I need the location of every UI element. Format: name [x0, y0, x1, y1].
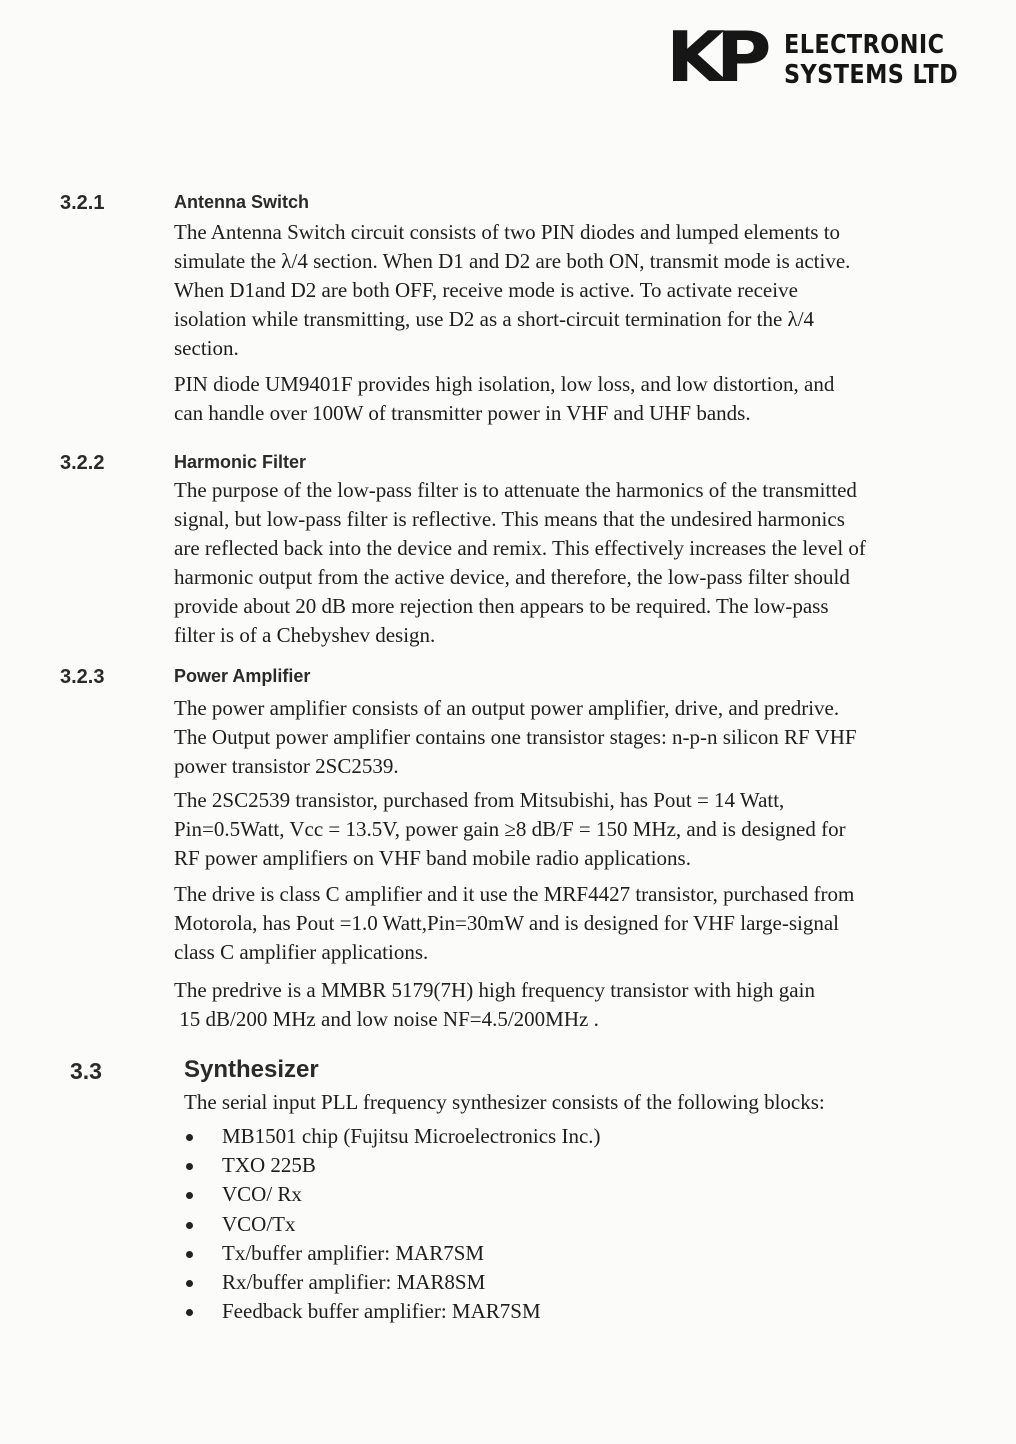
text-line: can handle over 100W of transmitter power in VHF and UHF bands. [174, 401, 751, 425]
bullet-icon [186, 1134, 193, 1141]
bullet-icon [186, 1309, 193, 1316]
logo-letters: KP [666, 15, 763, 98]
list-item-text: VCO/Tx [222, 1211, 296, 1236]
text-line: The serial input PLL frequency synthesizer consists of the following blocks: [184, 1090, 825, 1114]
text-line: simulate the λ/4 section. When D1 and D2 are both ON, transmit mode is active. [174, 249, 851, 273]
paragraph [174, 786, 954, 873]
text-line: section. [174, 336, 239, 360]
bullet-icon [186, 1251, 193, 1258]
text-line: signal, but low-pass filter is reflective. This means that the undesired harmonics [174, 507, 845, 531]
text-line: class C amplifier applications. [174, 940, 429, 964]
section-title: Power Amplifier [174, 666, 311, 686]
list-item-text: VCO/ Rx [222, 1182, 302, 1207]
logo-company-name [784, 30, 958, 90]
section-number: 3.2.2 [60, 452, 105, 474]
text-line: PIN diode UM9401F provides high isolation, low loss, and low distortion, and [174, 372, 835, 396]
company-logo [666, 15, 966, 98]
text-line: The 2SC2539 transistor, purchased from Mitsubishi, has Pout = 14 Watt, [174, 788, 785, 812]
text-line: RF power amplifiers on VHF band mobile radio applications. [174, 846, 691, 870]
list-item [184, 1210, 601, 1239]
text-line: The Antenna Switch circuit consists of two PIN diodes and lumped elements to [174, 220, 841, 244]
section-number: 3.2.3 [60, 666, 105, 688]
section-title: Synthesizer [184, 1056, 319, 1083]
text-line: The purpose of the low-pass filter is to attenuate the harmonics of the transmitted [174, 478, 857, 502]
section-title: Antenna Switch [174, 192, 310, 212]
paragraph [174, 694, 954, 781]
paragraph [184, 1088, 964, 1117]
bullet-icon [186, 1222, 193, 1229]
text-line: The power amplifier consists of an output power amplifier, drive, and predrive. [174, 696, 840, 720]
text-line: filter is of a Chebyshev design. [174, 623, 436, 647]
list-item [184, 1239, 601, 1268]
paragraph [174, 976, 954, 1034]
text-line: harmonic output from the active device, and therefore, the low-pass filter should [174, 565, 850, 589]
list-item [184, 1268, 601, 1297]
text-line: The Output power amplifier contains one transistor stages: n-p-n silicon RF VHF [174, 725, 857, 749]
paragraph [174, 476, 954, 650]
paragraph [174, 218, 954, 363]
section-number: 3.3 [70, 1058, 102, 1084]
list-item-text: Feedback buffer amplifier: MAR7SM [222, 1299, 541, 1324]
list-item [184, 1151, 601, 1180]
bullet-list [184, 1122, 601, 1326]
text-line: When D1and D2 are both OFF, receive mode is active. To activate receive [174, 278, 798, 302]
list-item-text: Rx/buffer amplifier: MAR8SM [222, 1270, 486, 1295]
text-line: The drive is class C amplifier and it use the MRF4427 transistor, purchased from [174, 882, 855, 906]
section-title: Harmonic Filter [174, 452, 307, 472]
text-line: Motorola, has Pout =1.0 Watt,Pin=30mW and is designed for VHF large-signal [174, 911, 839, 935]
text-line: Pin=0.5Watt, Vcc = 13.5V, power gain ≥8 dB/F = 150 MHz, and is designed for [174, 817, 846, 841]
section-number: 3.2.1 [60, 192, 105, 214]
list-item-text: Tx/buffer amplifier: MAR7SM [222, 1240, 485, 1265]
paragraph [174, 880, 954, 967]
logo-line-2: SYSTEMS LTD [784, 60, 959, 90]
bullet-icon [186, 1192, 193, 1199]
bullet-icon [186, 1280, 193, 1287]
text-line: power transistor 2SC2539. [174, 754, 399, 778]
text-line: 15 dB/200 MHz and low noise NF=4.5/200MHz . [174, 1007, 599, 1031]
list-item [184, 1180, 601, 1209]
logo-line-1: ELECTRONIC [784, 30, 945, 60]
text-line: are reflected back into the device and remix. This effectively increases the level of [174, 536, 866, 560]
list-item [184, 1122, 601, 1151]
list-item-text: TXO 225B [222, 1153, 316, 1178]
paragraph [174, 370, 954, 428]
list-item [184, 1297, 601, 1326]
bullet-icon [186, 1163, 193, 1170]
text-line: The predrive is a MMBR 5179(7H) high frequency transistor with high gain [174, 978, 815, 1002]
list-item-text: MB1501 chip (Fujitsu Microelectronics Inc.) [222, 1124, 601, 1148]
text-line: isolation while transmitting, use D2 as a short-circuit termination for the λ/4 [174, 307, 815, 331]
text-line: provide about 20 dB more rejection then appears to be required. The low-pass [174, 594, 829, 618]
